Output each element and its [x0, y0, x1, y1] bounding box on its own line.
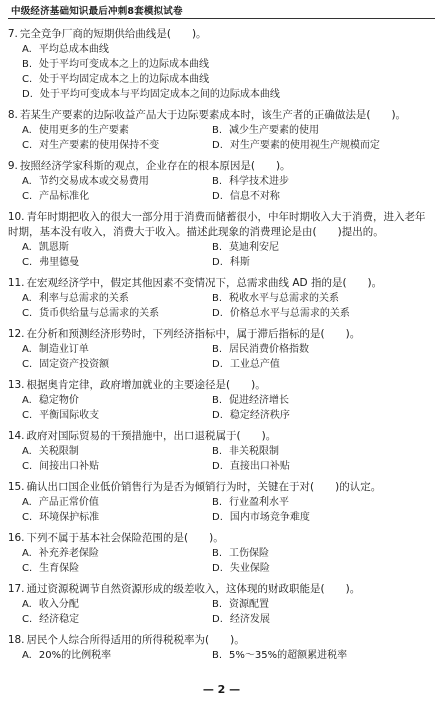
question-stem [8, 429, 429, 444]
option-text: 平衡国际收支 [39, 410, 100, 421]
option-letter: B. [212, 242, 223, 253]
option-letter: D. [212, 410, 223, 421]
option-row [22, 612, 443, 627]
option-text: 科斯 [229, 257, 250, 268]
question-number: 9. [7, 160, 18, 172]
option-text: 工伤保险 [229, 548, 270, 559]
option-a [22, 597, 212, 612]
question-text: 在宏观经济学中，假定其他因素不变情况下，总需求曲线 AD 指的是( )。 [26, 277, 383, 289]
option-list [22, 648, 443, 663]
option-a [22, 444, 212, 459]
option-list [22, 342, 443, 372]
option-d [212, 306, 402, 321]
option-text: 科学技术进步 [229, 176, 290, 187]
option-text: 莫迪利安尼 [229, 242, 280, 253]
question-text: 按照经济学家科斯的观点，企业存在的根本原因是( )。 [19, 160, 291, 172]
option-text: 收入分配 [38, 599, 79, 610]
option-list [22, 291, 443, 321]
option-letter: D. [212, 257, 223, 268]
option-row [22, 357, 443, 372]
option-text: 间接出口补贴 [39, 461, 100, 472]
question-list [0, 27, 443, 669]
question-text: 完全竞争厂商的短期供给曲线是( )。 [19, 28, 207, 40]
option-row [22, 444, 443, 459]
option-b [212, 123, 402, 138]
option-d [212, 189, 402, 204]
option-row [22, 255, 443, 270]
option-letter: B. [212, 344, 223, 355]
option-letter: A. [22, 599, 32, 610]
question-16 [0, 531, 443, 582]
option-text: 非关税限制 [229, 446, 280, 457]
option-letter: B. [212, 650, 223, 661]
option-text: 处于平均可变成本之上的边际成本曲线 [39, 59, 210, 70]
question-text: 青年时期把收入的很大一部分用于消费而储蓄很小，中年时期收入大于消费，进入老年时期，基本没有收入，消费大于收入。描述此现象的消费理论是由( )提出的。 [8, 211, 426, 238]
option-a [22, 123, 212, 138]
option-letter: B. [212, 548, 223, 559]
option-text: 产品标准化 [39, 191, 90, 202]
option-text: 货币供给量与总需求的关系 [39, 308, 160, 319]
option-b [212, 174, 402, 189]
option-row [22, 342, 443, 357]
question-9 [0, 159, 443, 210]
question-stem [8, 633, 429, 648]
option-text: 使用更多的生产要素 [38, 125, 129, 136]
question-14 [0, 429, 443, 480]
option-row [22, 57, 443, 72]
option-a [22, 648, 212, 663]
question-text: 确认出口国企业低价销售行为是否为倾销行为时，关键在于对( )的认定。 [26, 481, 382, 493]
question-18 [0, 633, 443, 669]
option-a [22, 42, 432, 57]
option-a [22, 291, 212, 306]
question-stem [8, 378, 429, 393]
option-letter: C. [22, 410, 33, 421]
question-text: 政府对国际贸易的干预措施中，出口退税属于( )。 [26, 430, 277, 442]
option-text: 稳定物价 [38, 395, 79, 406]
option-a [22, 393, 212, 408]
option-letter: C. [22, 308, 33, 319]
option-letter: B. [212, 395, 223, 406]
option-letter: C. [22, 74, 33, 85]
option-row [22, 291, 443, 306]
option-letter: A. [22, 293, 32, 304]
option-text: 节约交易成本或交易费用 [38, 176, 149, 187]
option-letter: A. [22, 395, 32, 406]
question-spacer [0, 663, 443, 669]
option-list [22, 444, 443, 474]
option-letter: D. [212, 563, 223, 574]
option-b [212, 648, 402, 663]
option-letter: B. [212, 446, 223, 457]
option-letter: A. [22, 344, 32, 355]
option-c [22, 357, 212, 372]
question-text: 根据奥肯定律，政府增加就业的主要途径是( )。 [26, 379, 266, 391]
option-text: 税收水平与总需求的关系 [229, 293, 340, 304]
option-d [212, 612, 402, 627]
option-row [22, 72, 443, 87]
option-letter: D. [212, 308, 223, 319]
option-c [22, 255, 212, 270]
option-letter: A. [22, 497, 32, 508]
option-text: 对生产要素的使用保持不变 [39, 140, 160, 151]
option-row [22, 648, 443, 663]
option-list [22, 393, 443, 423]
option-letter: B. [212, 293, 223, 304]
option-letter: A. [22, 446, 32, 457]
question-number: 13. [7, 379, 25, 391]
question-number: 8. [7, 109, 18, 121]
option-letter: C. [22, 614, 33, 625]
option-letter: C. [22, 359, 33, 370]
question-stem [8, 27, 429, 42]
option-text: 关税限制 [38, 446, 79, 457]
option-text: 稳定经济秩序 [229, 410, 290, 421]
option-text: 制造业订单 [38, 344, 89, 355]
question-number: 12. [7, 328, 25, 340]
option-row [22, 42, 443, 57]
option-text: 环境保护标准 [39, 512, 100, 523]
option-row [22, 306, 443, 321]
option-text: 行业盈利水平 [229, 497, 290, 508]
option-letter: A. [22, 44, 32, 55]
option-row [22, 459, 443, 474]
option-text: 20%的比例税率 [38, 650, 112, 661]
option-b [212, 444, 402, 459]
question-number: 16. [7, 532, 25, 544]
option-list [22, 42, 443, 102]
question-stem [8, 108, 429, 123]
question-text: 在分析和预测经济形势时，下列经济指标中，属于滞后指标的是( )。 [26, 328, 361, 340]
option-b [212, 597, 402, 612]
option-row [22, 408, 443, 423]
option-row [22, 561, 443, 576]
option-letter: D. [212, 359, 223, 370]
question-stem [8, 159, 429, 174]
option-text: 处于平均可变成本与平均固定成本之间的边际成本曲线 [39, 89, 280, 100]
question-text: 下列不属于基本社会保险范围的是( )。 [26, 532, 224, 544]
header-title: 中级经济基础知识最后冲刺8套模拟试卷 [11, 6, 183, 17]
option-text: 利率与总需求的关系 [38, 293, 129, 304]
option-text: 生育保险 [39, 563, 80, 574]
question-13 [0, 378, 443, 429]
question-12 [0, 327, 443, 378]
option-b [212, 240, 402, 255]
option-d [212, 357, 402, 372]
question-7 [0, 27, 443, 108]
option-letter: D. [212, 614, 223, 625]
question-stem [8, 480, 429, 495]
option-b [212, 546, 402, 561]
option-text: 凯恩斯 [38, 242, 69, 253]
option-list [22, 546, 443, 576]
option-text: 居民消费价格指数 [229, 344, 310, 355]
option-text: 处于平均固定成本之上的边际成本曲线 [39, 74, 210, 85]
question-stem [8, 582, 429, 597]
option-text: 经济发展 [229, 614, 270, 625]
option-letter: B. [212, 599, 223, 610]
option-a [22, 174, 212, 189]
question-number: 14. [7, 430, 25, 442]
option-text: 国内市场竞争难度 [229, 512, 310, 523]
option-row [22, 495, 443, 510]
option-text: 价格总水平与总需求的关系 [229, 308, 350, 319]
option-letter: A. [22, 176, 32, 187]
option-letter: C. [22, 512, 33, 523]
option-a [22, 546, 212, 561]
option-row [22, 138, 443, 153]
option-d [212, 138, 402, 153]
page-number: — 2 — [202, 683, 241, 696]
option-c [22, 408, 212, 423]
option-row [22, 597, 443, 612]
option-c [22, 306, 212, 321]
option-row [22, 393, 443, 408]
option-b [212, 393, 402, 408]
header-divider [8, 18, 435, 19]
option-c [22, 459, 212, 474]
question-text: 若某生产要素的边际收益产品大于边际要素成本时，该生产者的正确做法是( )。 [19, 109, 407, 121]
option-text: 产品正常价值 [38, 497, 99, 508]
option-d [212, 459, 402, 474]
option-text: 信息不对称 [229, 191, 280, 202]
option-b [212, 342, 402, 357]
option-list [22, 597, 443, 627]
question-number: 7. [7, 28, 18, 40]
option-list [22, 240, 443, 270]
option-letter: A. [22, 242, 32, 253]
option-text: 弗里德曼 [39, 257, 80, 268]
option-text: 减少生产要素的使用 [229, 125, 320, 136]
option-c [22, 189, 212, 204]
option-letter: B. [212, 176, 223, 187]
option-letter: A. [22, 125, 32, 136]
option-text: 资源配置 [229, 599, 270, 610]
question-number: 15. [7, 481, 25, 493]
question-stem [8, 210, 429, 240]
option-c [22, 561, 212, 576]
option-letter: B. [212, 497, 223, 508]
option-b [212, 495, 402, 510]
page-header [0, 0, 443, 20]
option-text: 平均总成本曲线 [38, 44, 109, 55]
option-c [22, 612, 212, 627]
option-text: 固定资产投资额 [39, 359, 110, 370]
option-list [22, 123, 443, 153]
question-stem [8, 327, 429, 342]
question-number: 17. [7, 583, 25, 595]
option-letter: C. [22, 563, 33, 574]
question-number: 11. [7, 277, 25, 289]
option-d [212, 408, 402, 423]
question-15 [0, 480, 443, 531]
option-text: 工业总产值 [229, 359, 280, 370]
option-letter: D. [22, 89, 33, 100]
option-letter: A. [22, 548, 32, 559]
question-stem [8, 276, 429, 291]
option-text: 失业保险 [229, 563, 270, 574]
option-text: 补充养老保险 [38, 548, 99, 559]
option-list [22, 174, 443, 204]
option-text: 促进经济增长 [229, 395, 290, 406]
option-text: 对生产要素的使用视生产规模而定 [229, 140, 380, 151]
option-letter: A. [22, 650, 32, 661]
option-letter: C. [22, 191, 33, 202]
option-d [22, 87, 432, 102]
option-b [22, 57, 432, 72]
question-text: 居民个人综合所得适用的所得税税率为( )。 [26, 634, 245, 646]
option-letter: C. [22, 461, 33, 472]
option-row [22, 174, 443, 189]
option-a [22, 495, 212, 510]
option-text: 经济稳定 [39, 614, 80, 625]
option-letter: B. [212, 125, 223, 136]
option-row [22, 510, 443, 525]
option-row [22, 87, 443, 102]
option-letter: D. [212, 512, 223, 523]
question-stem [8, 531, 429, 546]
question-17 [0, 582, 443, 633]
option-text: 直接出口补贴 [229, 461, 290, 472]
option-letter: B. [22, 59, 33, 70]
option-row [22, 189, 443, 204]
option-row [22, 123, 443, 138]
option-b [212, 291, 402, 306]
option-row [22, 240, 443, 255]
option-d [212, 561, 402, 576]
option-d [212, 255, 402, 270]
option-c [22, 510, 212, 525]
question-10 [0, 210, 443, 276]
question-8 [0, 108, 443, 159]
option-text: 5%～35%的超额累进税率 [229, 650, 348, 661]
question-number: 18. [7, 634, 25, 646]
option-letter: D. [212, 140, 223, 151]
question-11 [0, 276, 443, 327]
option-c [22, 72, 432, 87]
question-number: 10. [7, 211, 25, 223]
option-row [22, 546, 443, 561]
option-letter: D. [212, 461, 223, 472]
option-c [22, 138, 212, 153]
option-a [22, 342, 212, 357]
option-a [22, 240, 212, 255]
question-text: 通过资源税调节自然资源形成的级差收入，这体现的财政职能是( )。 [26, 583, 361, 595]
option-letter: D. [212, 191, 223, 202]
option-list [22, 495, 443, 525]
option-d [212, 510, 402, 525]
option-letter: C. [22, 257, 33, 268]
option-letter: C. [22, 140, 33, 151]
